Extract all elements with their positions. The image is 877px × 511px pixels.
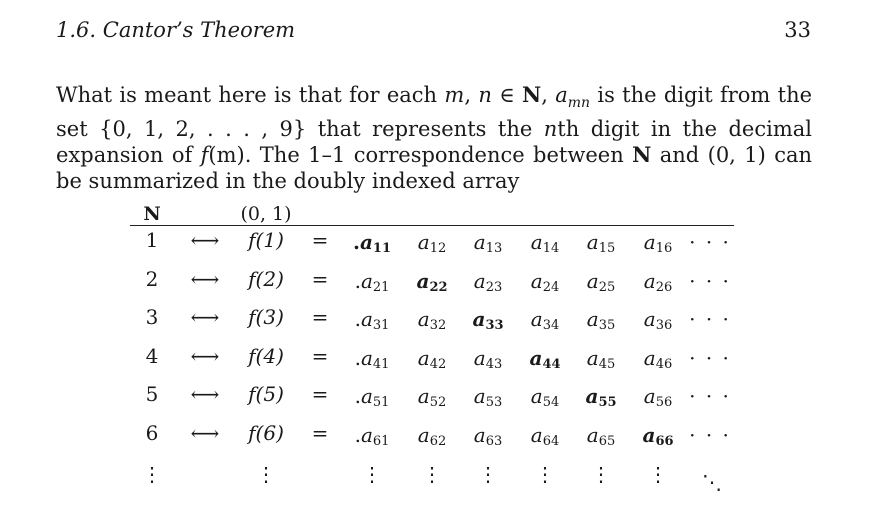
- page-number: 33: [784, 18, 811, 42]
- correspondence-arrow: ⟷: [190, 228, 220, 252]
- equals-sign: =: [311, 266, 329, 291]
- paragraph-text: is the digit from the set {0, 1, 2, . . . , 9} that represents the: [56, 83, 813, 142]
- equals-sign: =: [311, 343, 329, 368]
- vertical-ellipsis: ⋮: [256, 462, 276, 486]
- paragraph-text: ∈: [491, 83, 523, 107]
- digit-entry: $a_{12}$: [417, 230, 447, 256]
- digit-entry: $a_{13}$: [473, 230, 503, 256]
- digit-entry: $.a_{51}$: [354, 384, 390, 410]
- row-function-value: f(5): [248, 382, 284, 406]
- var-n: n: [478, 83, 492, 107]
- digit-entry: $a_{25}$: [586, 268, 616, 295]
- equals-sign: =: [311, 420, 329, 445]
- paragraph-text: and (0, 1) can be summarized in the doubly indexed array: [56, 143, 813, 194]
- diagonal-digit: $a_{33}$: [472, 307, 504, 333]
- correspondence-arrow: ⟷: [190, 305, 220, 329]
- row-index: 2: [145, 266, 159, 291]
- paragraph-text: ,: [541, 83, 556, 107]
- correspondence-arrow: ⟷: [190, 420, 220, 445]
- digit-entry: $a_{23}$: [473, 268, 503, 295]
- digit-entry: $a_{45}$: [586, 345, 616, 372]
- digit-entry: $a_{14}$: [530, 230, 560, 256]
- row-function-value: f(3): [248, 305, 284, 329]
- diagonal-digit: $a_{44}$: [529, 345, 561, 372]
- digit-entry: $.a_{41}$: [354, 345, 390, 372]
- digit-entry: $a_{15}$: [586, 230, 616, 256]
- digit-entry: $.a_{61}$: [354, 422, 390, 449]
- row-index: 6: [145, 420, 159, 445]
- row-function-value: f(6): [248, 420, 284, 445]
- row-function-value: f(4): [248, 343, 284, 368]
- row-ellipsis: · · ·: [689, 345, 731, 370]
- vertical-ellipsis: ⋮: [478, 462, 498, 486]
- digit-entry: $a_{35}$: [586, 307, 616, 333]
- digit-entry: $a_{34}$: [530, 307, 560, 333]
- diagonal-digit: $a_{66}$: [642, 422, 674, 449]
- vertical-ellipsis: ⋮: [648, 462, 668, 486]
- paragraph-text: The 1–1 correspondence between: [251, 143, 633, 168]
- digit-entry: $a_{36}$: [643, 307, 673, 333]
- diagonal-ellipsis: ⋱: [702, 470, 722, 494]
- row-index: 4: [145, 343, 159, 368]
- correspondence-arrow: ⟷: [190, 382, 220, 406]
- row-index: 3: [145, 305, 159, 329]
- digit-entry: $a_{32}$: [417, 307, 447, 333]
- paragraph-text: What is meant here is that for each: [56, 83, 445, 107]
- header-rule: [130, 225, 734, 226]
- digit-entry: $.a_{31}$: [354, 307, 390, 333]
- paragraph-text: th digit in the decimal expansion of: [56, 117, 812, 168]
- digit-entry: $a_{64}$: [530, 422, 560, 449]
- vertical-ellipsis: ⋮: [362, 462, 382, 486]
- row-ellipsis: · · ·: [689, 230, 731, 254]
- column-header-interval: (0, 1): [240, 203, 292, 225]
- row-index: 1: [145, 228, 159, 252]
- diagonal-digit: $.a_{11}$: [352, 230, 392, 256]
- row-index: 5: [145, 382, 159, 406]
- digit-entry: $a_{54}$: [530, 384, 560, 410]
- digit-entry: $a_{43}$: [473, 345, 503, 372]
- row-function-value: f(2): [248, 266, 284, 291]
- row-ellipsis: · · ·: [689, 384, 731, 408]
- vertical-ellipsis: ⋮: [535, 462, 555, 486]
- row-ellipsis: · · ·: [689, 422, 731, 447]
- row-function-value: f(1): [248, 228, 284, 252]
- var-a: a: [555, 83, 568, 107]
- digit-entry: $a_{52}$: [417, 384, 447, 410]
- digit-entry: $a_{24}$: [530, 268, 560, 295]
- naturals-symbol: N: [522, 82, 542, 107]
- row-ellipsis: · · ·: [689, 307, 731, 331]
- subscript-mn: mn: [567, 95, 591, 112]
- digit-entry: $a_{46}$: [643, 345, 673, 372]
- vertical-ellipsis: ⋮: [422, 462, 442, 486]
- equals-sign: =: [311, 228, 329, 252]
- digit-entry: $a_{53}$: [473, 384, 503, 410]
- diagonal-digit: $a_{22}$: [416, 268, 448, 295]
- vertical-ellipsis: ⋮: [591, 462, 611, 486]
- var-f: f: [200, 143, 209, 168]
- equals-sign: =: [311, 305, 329, 329]
- vertical-ellipsis: ⋮: [142, 462, 162, 486]
- column-header-n: N: [143, 203, 161, 225]
- paragraph-text: ,: [464, 83, 479, 107]
- digit-entry: $a_{16}$: [643, 230, 673, 256]
- running-head: 1.6. Cantor’s Theorem: [56, 18, 296, 42]
- correspondence-arrow: ⟷: [190, 343, 220, 368]
- naturals-symbol: N: [632, 142, 652, 168]
- digit-entry: $a_{26}$: [643, 268, 673, 295]
- digit-entry: $a_{63}$: [473, 422, 503, 449]
- digit-entry: $a_{56}$: [643, 384, 673, 410]
- digit-entry: $a_{42}$: [417, 345, 447, 372]
- digit-entry: $.a_{21}$: [354, 268, 390, 295]
- var-n: n: [543, 117, 558, 142]
- correspondence-arrow: ⟷: [190, 266, 220, 291]
- var-m: m: [444, 83, 465, 107]
- digit-entry: $a_{65}$: [586, 422, 616, 449]
- equals-sign: =: [311, 382, 329, 406]
- row-ellipsis: · · ·: [689, 268, 731, 293]
- digit-entry: $a_{62}$: [417, 422, 447, 449]
- paragraph-text: (m).: [208, 143, 252, 168]
- diagonal-digit: $a_{55}$: [585, 384, 617, 410]
